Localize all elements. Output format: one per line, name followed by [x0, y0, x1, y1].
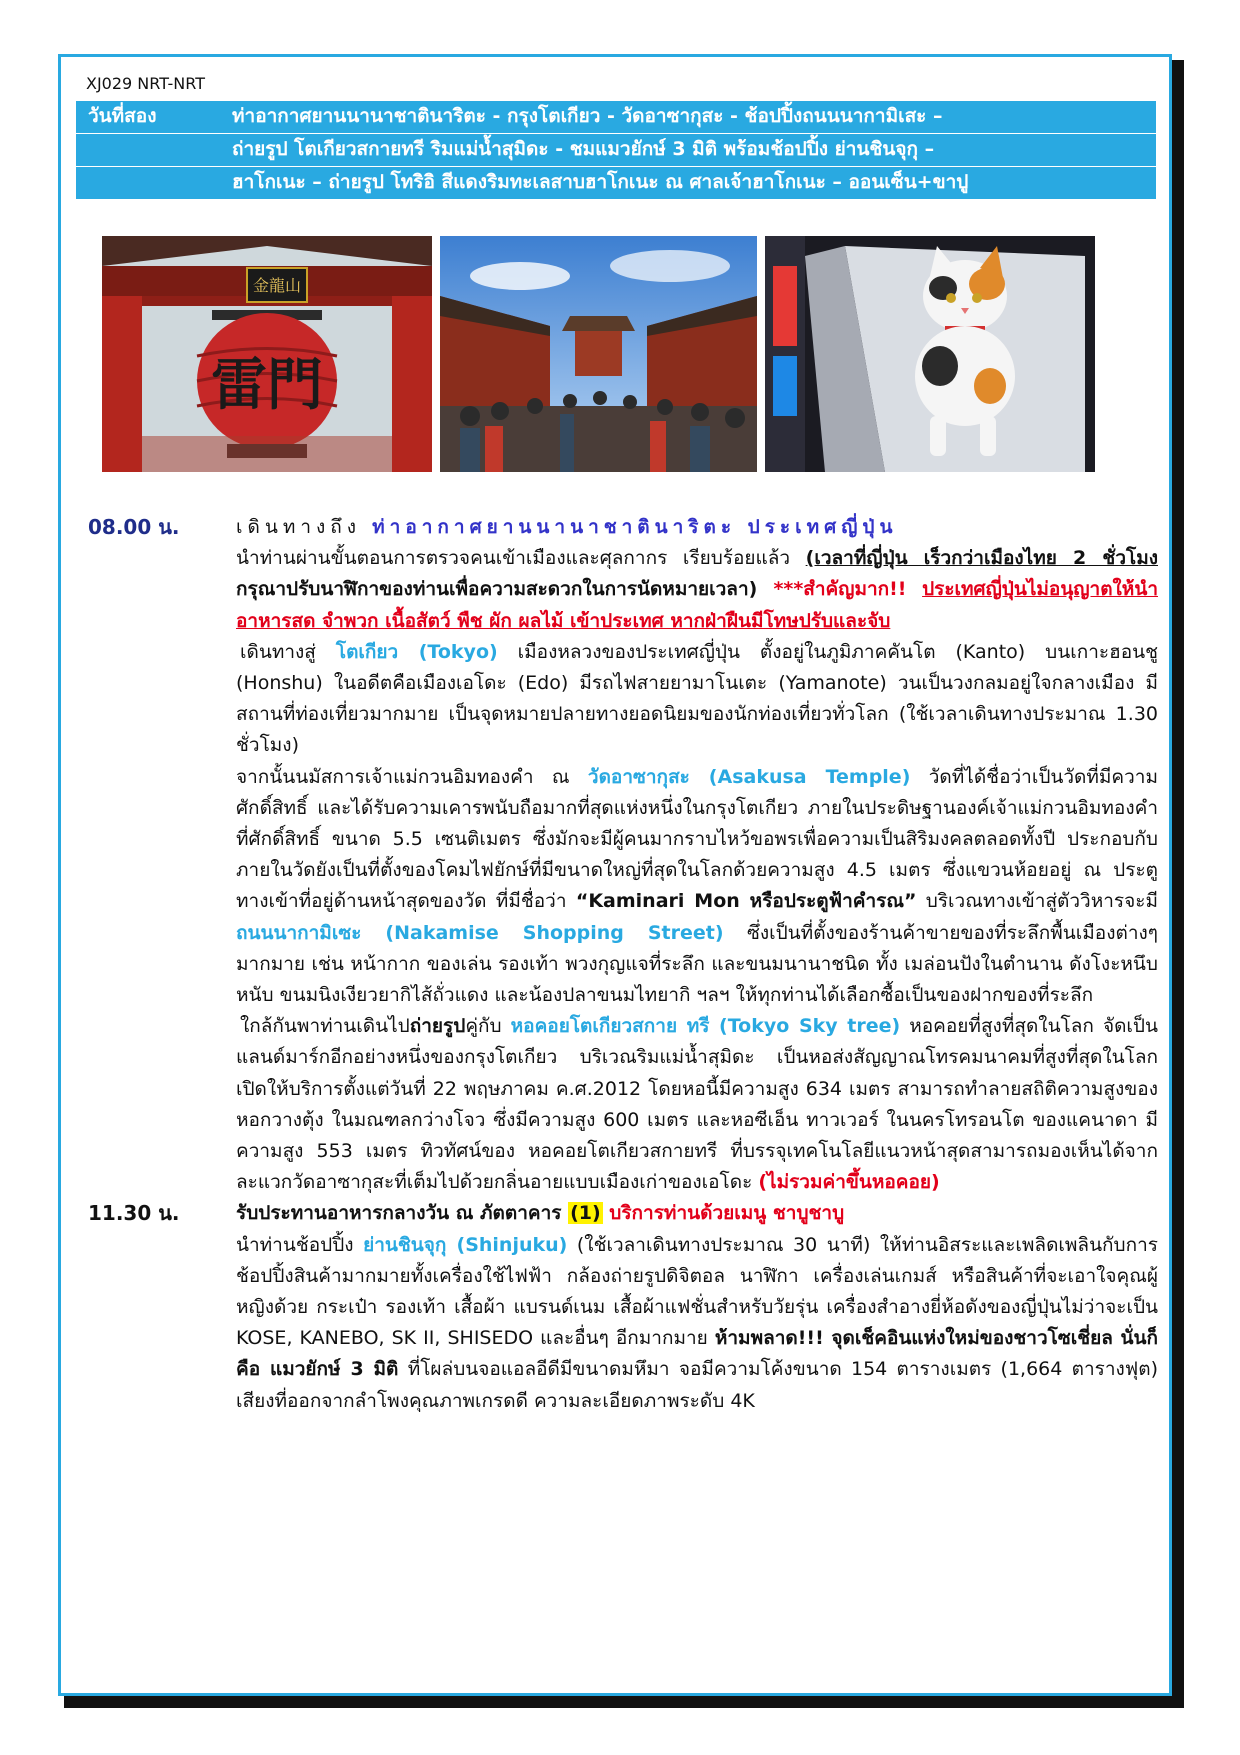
day-header-row	[76, 166, 1156, 199]
asakusa-temple-name: วัดอาซากุสะ (Asakusa Temple)	[587, 765, 911, 788]
timezone-note: (เวลาที่ญี่ปุ่น เร็วกว่าเมืองไทย 2 ชั่วโมง	[805, 547, 1158, 570]
itinerary-content	[88, 512, 1158, 1417]
schedule-body	[236, 512, 1158, 1198]
shinjuku-name: ย่านชินจุกุ (Shinjuku)	[363, 1233, 568, 1256]
nakamise-desc: ซึ่งเป็นที่ตั้งของร้านค้าขายของที่ระลึกพื้นเมืองต่างๆ มากมาย เช่น หน้ากาก ของเล่น รองเท้า พวงกุญแจที่ระลึก และขนมนานาชนิด ทั้ง เมล่อนปังในตำนาน ดังโงะหนึบหนับ ขนมนิงเงียวยากิไส้ถั่วแดง และน้องปลาขนมไทยากิ ฯลฯ ให้ทุกท่านได้เลือกซื้อเป็นของฝากของที่ระลึก	[236, 921, 1158, 1007]
tokyo-name: โตเกียว (Tokyo)	[335, 640, 498, 663]
immigration-paragraph	[236, 543, 1158, 637]
lantern-glyph: 雷門	[211, 353, 323, 418]
asakusa-paragraph	[236, 762, 1158, 1012]
photo-label: ถ่ายรูป	[409, 1015, 466, 1038]
schedule-0800	[88, 512, 1158, 1198]
asakusa-intro: จากนั้นนมัสการเจ้าแม่กวนอิมทองคำ ณ	[236, 765, 588, 788]
skytree-intro: ใกล้กันพาท่านเดินไป	[240, 1015, 410, 1038]
food-import-warning: ประเทศญี่ปุ่นไม่อนุญาตให้นำอาหารสด จำพวก เนื้อสัตว์ พืช ผัก ผลไม้ เข้าประเทศ หากฝ่าฝืนมีโทษปรับและจับ	[236, 578, 1158, 632]
day-route-line-2: ถ่ายรูป โตเกียวสกายทรี ริมแม่น้ำสุมิดะ - ชมแมวยักษ์ 3 มิติ พร้อมช้อปปิ้ง ย่านชินจุกุ –	[232, 138, 935, 160]
skytree-fee-note: (ไม่รวมค่าขึ้นหอคอย)	[758, 1171, 940, 1194]
asakusa-entrance: บริเวณทางเข้าสู่ตัววิหารจะมี	[916, 890, 1158, 913]
shinjuku-desc: (ใช้เวลาเดินทางประมาณ 30 นาที) ให้ท่านอิสระและเพลิดเพลินกับการช้อปปิ้งสินค้ามากมายทั้งเครื่องใช้ไฟฟ้า กล้องถ่ายรูปดิจิตอล นาฬิกา เครื่องเล่นเกมส์ หรือสินค้าที่จะเอาใจคุณผู้หญิงด้วย กระเป๋า รองเท้า เสื้อผ้า แบรนด์เนม เสื้อผ้าแฟชั่นสำหรับวัยรุ่น เครื่องสำอางยี่ห้อดังของญี่ปุ่นไม่ว่าจะเป็น KOSE, KANEBO, SK II, SHISEDO และอื่นๆ อีกมากมาย	[236, 1233, 1158, 1350]
skytree-with: คู่กับ	[465, 1015, 511, 1038]
day-label: วันที่สอง	[88, 105, 157, 127]
tokyo-desc: เมืองหลวงของประเทศญี่ปุ่น ตั้งอยู่ในภูมิภาคคันโต (Kanto) บนเกาะฮอนชู (Honshu) ในอดีตคือเมืองเอโดะ (Edo) มีรถไฟสายยามาโนเตะ (Yamanote) วนเป็นวงกลมอยู่ใจกลางเมือง มีสถานที่ท่องเที่ยวมากมาย เป็นจุดหมายปลายทางยอดนิยมของนักท่องเที่ยวทั่วโลก (ใช้เวลาเดินทางประมาณ 1.30 ชั่วโมง)	[236, 640, 1158, 757]
tokyo-intro: เดินทางสู่	[240, 640, 336, 663]
kaminari-mon-name: “Kaminari Mon หรือประตูฟ้าคำรณ”	[575, 890, 917, 913]
skytree-desc: หอคอยที่สูงที่สุดในโลก จัดเป็นแลนด์มาร์กอีกอย่างหนึ่งของกรุงโตเกียว บริเวณริมแม่น้ำสุมิดะ เป็นหอส่งสัญญาณโทรคมนาคมที่สูงที่สุดในโลก เปิดให้บริการตั้งแต่วันที่ 22 พฤษภาคม ค.ศ.2012 โดยหอนี้มีความสูง 634 เมตร สามารถทำลายสถิติความสูงของหอกวางตุ้ง ในมณฑลกว่างโจว ซึ่งมีความสูง 600 เมตร และหอซีเอ็น ทาวเวอร์ ในนครโทรอนโต ของแคนาดา มีความสูง 553 เมตร ทิวทัศน์ของ หอคอยโตเกียวสกายทรี ที่บรรจุเทคโนโลยีแนวหน้าสุดสามารถมองเห็นได้จากละแวกวัดอาซากุสะที่เต็มไปด้วยกลิ่นอายแบบเมืองเก่าของเอโดะ	[236, 1015, 1158, 1194]
shinjuku-paragraph	[236, 1230, 1158, 1417]
skytree-paragraph	[236, 1011, 1158, 1198]
immigration-text: นำท่านผ่านขั้นตอนการตรวจคนเข้าเมืองและศุลกากร เรียบร้อยแล้ว	[236, 547, 806, 570]
document-code: XJ029 NRT-NRT	[86, 74, 205, 93]
asakusa-desc: วัดที่ได้ชื่อว่าเป็นวัดที่มีความศักดิ์สิทธิ์ และได้รับความเคารพนับถือมากที่สุดแห่งหนึ่งในกรุงโตเกียว ภายในประดิษฐานองค์เจ้าแม่กวนอิมทองคำที่ศักดิ์สิทธิ์ ขนาด 5.5 เซนติเมตร ซึ่งมักจะมีผู้คนมากราบไหว้ขอพรเพื่อความเป็นสิริมงคลตลอดทั้งปี ประกอบกับภายในวัดยังเป็นที่ตั้งของโคมไฟยักษ์ที่มีขนาดใหญ่ที่สุดในโลกด้วยความสูง 4.5 เมตร ซึ่งแขวนห้อยอยู่ ณ ประตูทางเข้าที่อยู่ด้านหน้าสุดของวัด ที่มีชื่อว่า	[236, 765, 1158, 913]
lunch-menu: บริการท่านด้วยเมนู ชาบูชาบู	[602, 1202, 845, 1225]
tokyo-paragraph	[236, 637, 1158, 762]
cat-billboard-desc: ที่โผล่บนจอแอลอีดีมีขนาดมหึมา จอมีความโค้งขนาด 154 ตารางเมตร (1,664 ตารางฟุต) เสียงที่ออกจากลำโพงคุณภาพเกรดดี ความละเอียดภาพระดับ 4K	[236, 1358, 1159, 1412]
important-note: ***สำคัญมาก!!	[773, 578, 907, 601]
meal-number-badge: (1)	[570, 1202, 601, 1225]
narita-airport-name: ท่าอากาศยานนานาชาตินาริตะ ประเทศญี่ปุ่น	[372, 516, 898, 538]
gate-sign-text: 金龍山	[252, 276, 302, 295]
skytree-name: หอคอยโตเกียวสกาย ทรี (Tokyo Sky tree)	[510, 1015, 901, 1038]
schedule-1130	[88, 1198, 1158, 1416]
nakamise-street-name: ถนนนากามิเซะ (Nakamise Shopping Street)	[236, 921, 724, 944]
schedule-body	[236, 1198, 1158, 1416]
arrive-text: เดินทางถึง	[236, 516, 373, 538]
shinjuku-intro: นำท่านช้อปปิ้ง	[236, 1233, 364, 1256]
3d-cat-billboard-photo	[765, 236, 1095, 472]
nakamise-street-photo	[440, 236, 757, 472]
day-route-line-1: ท่าอากาศยานนานาชาตินาริตะ - กรุงโตเกียว - วัดอาซากุสะ - ช้อปปิ้งถนนนากามิเสะ –	[232, 105, 943, 127]
day-route-line-3: ฮาโกเนะ – ถ่ายรูป โทริอิ สีแดงริมทะเลสาบฮาโกเนะ ณ ศาลเจ้าฮาโกเนะ – ออนเซ็น+ขาปู	[232, 171, 969, 193]
time-label: 08.00 น.	[88, 515, 180, 539]
time-label: 11.30 น.	[88, 1201, 180, 1226]
timezone-advice: กรุณาปรับนาฬิกาของท่านเพื่อความสะดวกในการนัดหมายเวลา)	[236, 578, 774, 601]
kaminarimon-photo	[102, 236, 432, 472]
photo-strip	[102, 236, 1142, 472]
day-header-row	[76, 101, 1156, 133]
lunch-line	[236, 1198, 1158, 1229]
arrival-line	[236, 512, 1158, 543]
day-header-row	[76, 133, 1156, 166]
day-header	[76, 101, 1156, 199]
lunch-text: รับประทานอาหารกลางวัน ณ ภัตตาคาร	[236, 1202, 569, 1225]
cat-billboard-highlight: ห้ามพลาด!!! จุดเช็คอินแห่งใหม่ของชาวโซเชี่ยล นั่นก็คือ แมวยักษ์ 3 มิติ	[236, 1327, 1158, 1381]
